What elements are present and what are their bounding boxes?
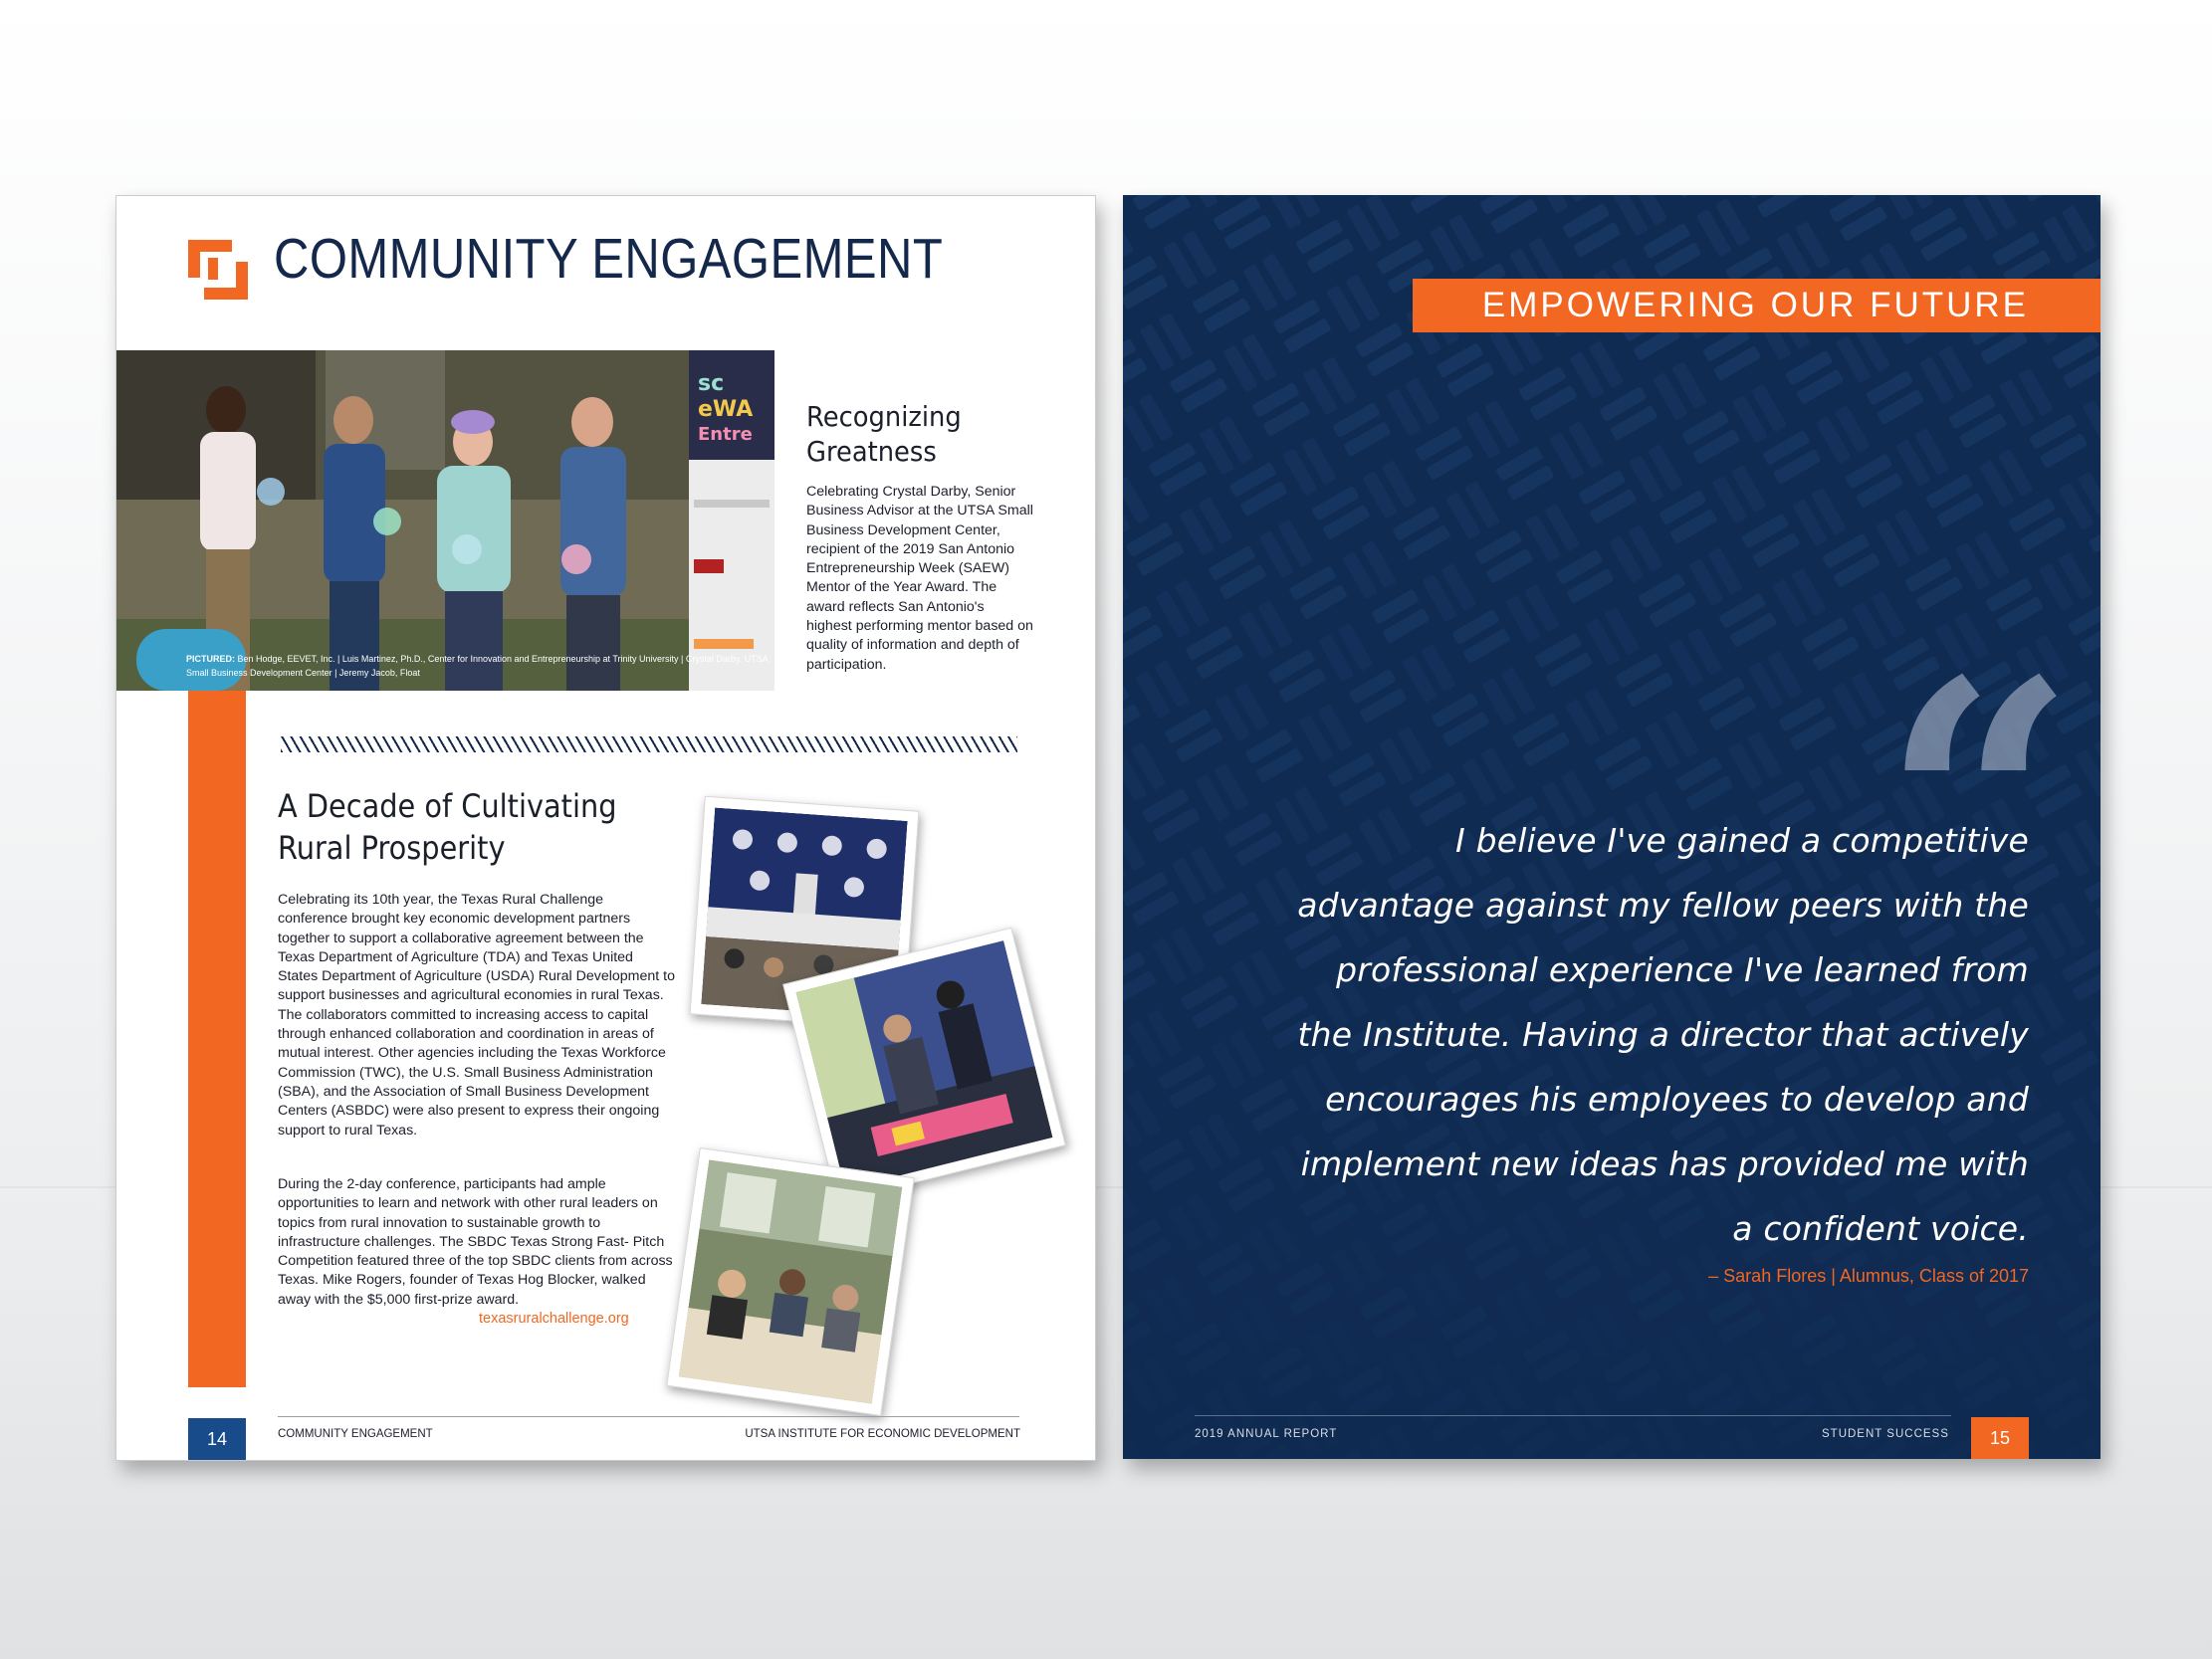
page-number: 15 [1971, 1417, 2029, 1459]
footer-report-label: 2019 ANNUAL REPORT [1195, 1428, 1338, 1440]
page-number: 14 [188, 1418, 246, 1460]
conference-session-photo [666, 1147, 915, 1416]
svg-text:eWA: eWA [698, 397, 754, 422]
footer-section-label: STUDENT SUCCESS [1822, 1428, 1949, 1440]
decade-body-2: During the 2-day conference, participants had ample opportunities to learn and network with other rural leaders on topics from rural innovation to sustainable growth to infrastructure challenges. The SBDC Texas Strong Fast- Pitch Competition featured three of the top SBDC clients from across Texas. Mike Rogers, founder of Texas Hog Blocker, walked away with the $5,000 first-prize award. [278, 1176, 673, 1308]
page-title: COMMUNITY ENGAGEMENT [274, 227, 944, 291]
footer-rule [1195, 1415, 1951, 1416]
photo-caption: PICTURED: Ben Hodge, EEVET, Inc. | Luis Martinez, Ph.D., Center for Innovation and Entrepreneurship at Trinity University | Crystal Darby, UTSA Small Business Development Center | Jeremy Jacob, Float [186, 654, 769, 678]
rural-challenge-link[interactable]: texasruralchallenge.org [479, 1311, 629, 1327]
footer-org-label: UTSA INSTITUTE FOR ECONOMIC DEVELOPMENT [745, 1428, 1020, 1440]
hatch-divider [281, 736, 1017, 752]
recognizing-body: Celebrating Crystal Darby, Senior Business Advisor at the UTSA Small Business Development Center, recipient of the 2019 San Antonio Entrepreneurship Week (SAEW) Mentor of the Year Award. The award reflects San Antonio's highest performing mentor based on quality of information and depth of participation. [806, 484, 1033, 673]
left-page [115, 195, 1096, 1461]
svg-text:Entre: Entre [698, 424, 753, 445]
orange-accent-bar [188, 691, 246, 1387]
right-page [1123, 195, 2101, 1459]
footer-section-label: COMMUNITY ENGAGEMENT [278, 1428, 433, 1440]
svg-text:sc: sc [698, 371, 725, 396]
footer-rule [278, 1416, 1019, 1417]
decade-body-1: Celebrating its 10th year, the Texas Rural Challenge conference brought key economic development partners together to support a collaborative agreement between the Texas Department of Agriculture (TDA) and Texas United States Department of Agriculture (USDA) Rural Development to support businesses and agricultural economies in rural Texas. The collaborators committed to increasing access to capital through enhanced collaboration and coordination in areas of mutual interest. Other agencies including the Texas Workforce Commission (TWC), the U.S. Small Business Administration (SBA), and the Association of Small Business Development Centers (ASBDC) were also present to express their ongoing support to rural Texas. [278, 892, 675, 1139]
decade-heading: A Decade of Cultivating Rural Prosperity [278, 787, 617, 867]
quote-attribution: – Sarah Flores | Alumnus, Class of 2017 [1708, 1266, 2029, 1286]
brand-logo-icon [188, 240, 248, 300]
award-group-photo [116, 350, 774, 691]
testimonial-quote: I believe I've gained a competitive advantage against my fellow peers with the professional experience I've learned from the Institute. Having a director that actively encourages his employees to develop and implement new ideas has provided me with a confident voice. [1297, 821, 2029, 1248]
recognizing-heading: Recognizing Greatness [806, 400, 962, 468]
quote-mark-icon: “ [1881, 608, 2077, 1005]
section-banner: EMPOWERING OUR FUTURE [1413, 279, 2101, 332]
